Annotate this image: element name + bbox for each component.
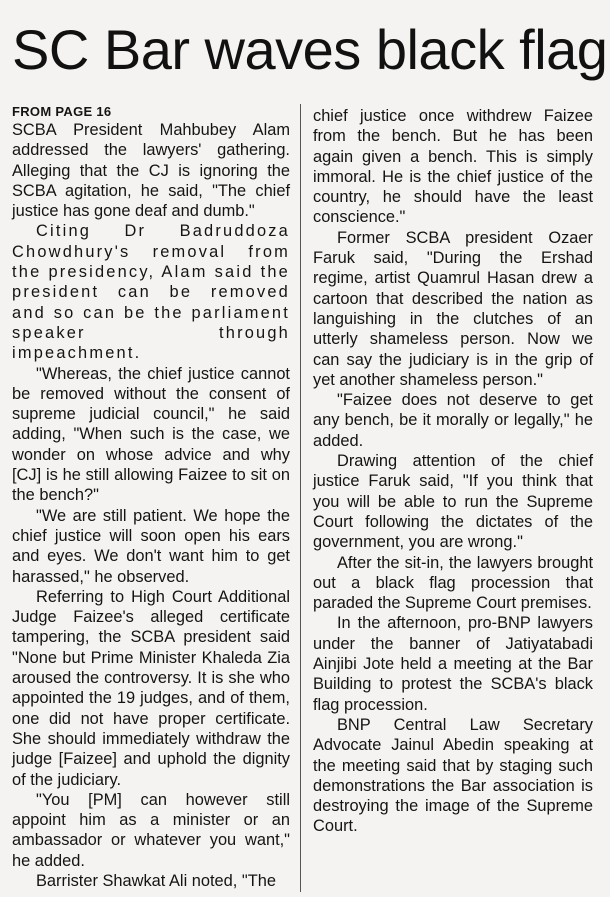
paragraph: Citing Dr Badruddoza Chowdhury's removal from the presidency, Alam said the president can be removed and so can be the parliament speaker through impeachment. xyxy=(12,222,290,363)
left-column xyxy=(12,104,290,891)
column-divider xyxy=(300,104,301,892)
paragraph: Referring to High Court Additional Judge Faizee's alleged certificate tampering, the SCBA president said "None but Prime Minister Khaleda Zia aroused the controversy. It is she who appointed the 19 judges, and of them, one did not have proper certificate. She should immediately withdraw the judge [Faizee] and uphold the dignity of the judiciary. xyxy=(12,587,290,789)
paragraph: Former SCBA president Ozaer Faruk said, "During the Ershad regime, artist Quamrul Hasan drew a cartoon that described the nation as languishing in the clutches of an utterly shameless person. Now we can say the judiciary is in the grip of yet another shameless person." xyxy=(313,228,593,389)
paragraph: After the sit-in, the lawyers brought out a black flag procession that paraded the Supreme Court premises. xyxy=(313,553,593,613)
paragraph: "You [PM] can however still appoint him as a minister or an ambassador or whatever you want," he added. xyxy=(12,790,290,870)
paragraph: BNP Central Law Secretary Advocate Jainul Abedin speaking at the meeting said that by staging such demonstrations the Bar association is destroying the image of the Supreme Court. xyxy=(313,715,593,836)
paragraph: "We are still patient. We hope the chief justice will soon open his ears and eyes. We don't want him to get harassed," he observed. xyxy=(12,506,290,586)
paragraph: chief justice once withdrew Faizee from the bench. But he has been again given a bench. This is simply immoral. He is the chief justice of the country, he should have the least conscience." xyxy=(313,107,593,227)
kicker: FROM PAGE 16 xyxy=(12,104,112,119)
right-column xyxy=(313,106,593,837)
paragraph: SCBA President Mahbubey Alam addressed the lawyers' gathering. Alleging that the CJ is ignoring the SCBA agitation, he said, "The chief justice has gone deaf and dumb." xyxy=(12,121,290,221)
headline: SC Bar waves black flag xyxy=(12,18,608,81)
paragraph: "Faizee does not deserve to get any bench, be it morally or legally," he added. xyxy=(313,391,593,450)
paragraph: In the afternoon, pro-BNP lawyers under the banner of Jatiyatabadi Ainjibi Jote held a meeting at the Bar Building to protest the SCBA's black flag procession. xyxy=(313,614,593,714)
paragraph: Drawing attention of the chief justice Faruk said, "If you think that you will be able to run the Supreme Court following the dictates of the government, you are wrong." xyxy=(313,452,593,552)
paragraph: "Whereas, the chief justice cannot be removed without the consent of supreme judicial council," he said adding, "When such is the case, we wonder on whose advice and why [CJ] is he still allowing Faizee to sit on the bench?" xyxy=(12,364,290,505)
paragraph: Barrister Shawkat Ali noted, "The xyxy=(36,871,276,890)
